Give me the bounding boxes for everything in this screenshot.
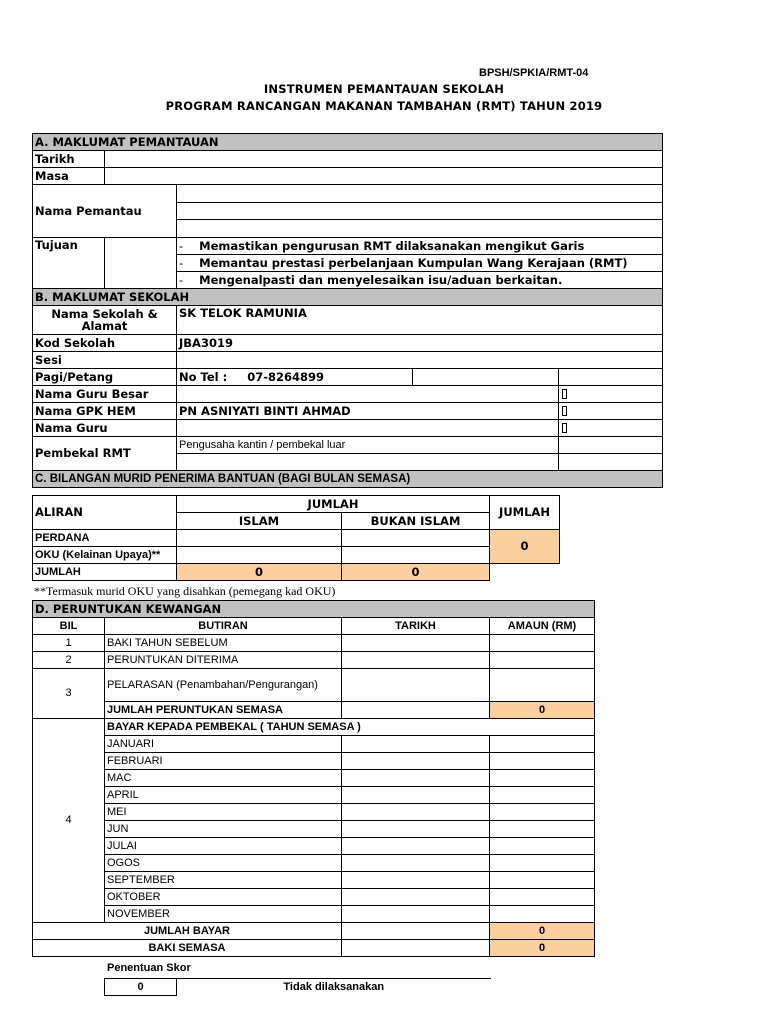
col-butiran: BUTIRAN xyxy=(105,618,342,635)
bukan-islam-head: BUKAN ISLAM xyxy=(342,513,490,530)
students-table xyxy=(32,495,560,581)
jumlah-bayar-value: 0 xyxy=(490,923,595,940)
alamat-label: Alamat xyxy=(81,319,128,333)
row1-tarikh[interactable] xyxy=(342,635,490,652)
form-code: BPSH/SPKIA/RMT-04 xyxy=(479,67,589,79)
oktober-tarikh[interactable] xyxy=(342,889,490,906)
islam-head: ISLAM xyxy=(177,513,342,530)
section-a-heading: A. MAKLUMAT PEMANTAUAN xyxy=(33,134,663,151)
ogos-amaun[interactable] xyxy=(490,855,595,872)
month-november: NOVEMBER xyxy=(105,906,342,923)
perdana-label: PERDANA xyxy=(33,530,177,547)
julai-amaun[interactable] xyxy=(490,838,595,855)
sesi-label: Sesi xyxy=(33,352,177,369)
month-april: APRIL xyxy=(105,787,342,804)
form-title: INSTRUMEN PEMANTAUAN SEKOLAH xyxy=(263,82,505,96)
gpk-label: Nama GPK HEM xyxy=(33,403,177,420)
april-amaun[interactable] xyxy=(490,787,595,804)
month-mac: MAC xyxy=(105,770,342,787)
baki-semasa-value: 0 xyxy=(490,940,595,957)
row2-tarikh[interactable] xyxy=(342,652,490,669)
row3-bil: 3 xyxy=(33,669,105,719)
tujuan-item-1: Memastikan pengurusan RMT dilaksanakan mengikut Garis xyxy=(199,238,585,253)
month-september: SEPTEMBER xyxy=(105,872,342,889)
guru-besar-field[interactable] xyxy=(177,386,559,403)
masa-field[interactable] xyxy=(105,168,663,185)
jumlah-row-label: JUMLAH xyxy=(33,564,177,581)
perdana-bukan[interactable] xyxy=(342,530,490,547)
oku-note: **Termasuk murid OKU yang disahkan (pemegang kad OKU) xyxy=(34,584,336,598)
masa-label: Masa xyxy=(33,168,105,185)
total-islam: 0 xyxy=(177,564,342,581)
skor-table xyxy=(104,978,491,996)
pembekal-extra-2[interactable] xyxy=(559,454,663,471)
tel-extra-1[interactable] xyxy=(413,369,559,386)
checkbox-icon[interactable] xyxy=(562,423,567,433)
row2-bil: 2 xyxy=(33,652,105,669)
jumlah-peruntukan-value: 0 xyxy=(490,702,595,719)
jumlah-bayar-label: JUMLAH BAYAR xyxy=(33,923,342,940)
nama-sekolah-value[interactable]: SK TELOK RAMUNIA xyxy=(177,306,663,335)
perdana-islam[interactable] xyxy=(177,530,342,547)
kod-value[interactable]: JBA3019 xyxy=(177,335,663,352)
mei-tarikh[interactable] xyxy=(342,804,490,821)
tujuan-blank xyxy=(105,238,177,289)
pembekal-value[interactable]: Pengusaha kantin / pembekal luar xyxy=(177,437,559,454)
februari-tarikh[interactable] xyxy=(342,753,490,770)
section-d-heading: D. PERUNTUKAN KEWANGAN xyxy=(33,601,595,618)
gpk-value[interactable]: PN ASNIYATI BINTI AHMAD xyxy=(177,403,559,420)
pemantau-field-1[interactable] xyxy=(177,185,663,203)
form-subtitle: PROGRAM RANCANGAN MAKANAN TAMBAHAN (RMT) TAHUN 2019 xyxy=(165,99,603,113)
month-februari: FEBRUARI xyxy=(105,753,342,770)
dash-2: - xyxy=(179,255,184,270)
februari-amaun[interactable] xyxy=(490,753,595,770)
jun-tarikh[interactable] xyxy=(342,821,490,838)
row2-text: PERUNTUKAN DITERIMA xyxy=(105,652,342,669)
november-amaun[interactable] xyxy=(490,906,595,923)
row3-tarikh[interactable] xyxy=(342,669,490,702)
col-tarikh: TARIKH xyxy=(342,618,490,635)
monitoring-school-table xyxy=(32,133,663,488)
row2-amaun[interactable] xyxy=(490,652,595,669)
checkbox-icon[interactable] xyxy=(562,406,567,416)
month-ogos: OGOS xyxy=(105,855,342,872)
tel-label: No Tel : xyxy=(179,369,228,384)
julai-tarikh[interactable] xyxy=(342,838,490,855)
aliran-label: ALIRAN xyxy=(33,496,177,530)
pemantau-field-3[interactable] xyxy=(177,220,663,238)
skor-value: 0 xyxy=(105,979,177,996)
tarikh-label: Tarikh xyxy=(33,151,105,168)
row3-amaun[interactable] xyxy=(490,669,595,702)
ogos-tarikh[interactable] xyxy=(342,855,490,872)
januari-amaun[interactable] xyxy=(490,736,595,753)
pagi-petang-label: Pagi/Petang xyxy=(33,369,177,386)
nama-pemantau-label: Nama Pemantau xyxy=(33,185,177,238)
sesi-field[interactable] xyxy=(177,352,663,369)
row1-text: BAKI TAHUN SEBELUM xyxy=(105,635,342,652)
september-amaun[interactable] xyxy=(490,872,595,889)
pemantau-field-2[interactable] xyxy=(177,202,663,220)
section-c-heading: C. BILANGAN MURID PENERIMA BANTUAN (BAGI BULAN SEMASA) xyxy=(33,471,663,488)
pembekal-field-2[interactable] xyxy=(177,454,559,471)
section-b-heading: B. MAKLUMAT SEKOLAH xyxy=(33,289,663,306)
baki-semasa-label: BAKI SEMASA xyxy=(33,940,342,957)
skor-heading: Penentuan Skor xyxy=(107,962,191,974)
tujuan-label: Tujuan xyxy=(33,238,105,289)
total-bukan: 0 xyxy=(342,564,490,581)
month-januari: JANUARI xyxy=(105,736,342,753)
januari-tarikh[interactable] xyxy=(342,736,490,753)
checkbox-icon[interactable] xyxy=(562,389,567,399)
tarikh-field[interactable] xyxy=(105,151,663,168)
guru-besar-label: Nama Guru Besar xyxy=(33,386,177,403)
month-jun: JUN xyxy=(105,821,342,838)
guru-field[interactable] xyxy=(177,420,559,437)
bayar-heading: BAYAR KEPADA PEMBEKAL ( TAHUN SEMASA ) xyxy=(105,719,595,736)
oku-label: OKU (Kelainan Upaya)** xyxy=(33,547,177,564)
oku-bukan[interactable] xyxy=(342,547,490,564)
month-julai: JULAI xyxy=(105,838,342,855)
tel-value[interactable]: 07-8264899 xyxy=(247,369,325,384)
skor-desc: Tidak dilaksanakan xyxy=(177,979,491,996)
month-mei: MEI xyxy=(105,804,342,821)
oktober-amaun[interactable] xyxy=(490,889,595,906)
row1-amaun[interactable] xyxy=(490,635,595,652)
mac-tarikh[interactable] xyxy=(342,770,490,787)
col-bil: BIL xyxy=(33,618,105,635)
tujuan-item-3: Mengenalpasti dan menyelesaikan isu/aduan berkaitan. xyxy=(199,272,563,287)
row4-bil: 4 xyxy=(33,719,105,923)
jumlah-group-head: JUMLAH xyxy=(177,496,490,513)
row3-text: PELARASAN (Penambahan/Pengurangan) xyxy=(105,669,342,702)
dash-3: - xyxy=(179,272,184,287)
guru-label: Nama Guru xyxy=(33,420,177,437)
dash-1: - xyxy=(179,238,184,253)
tujuan-item-2: Memantau prestasi perbelanjaan Kumpulan Wang Kerajaan (RMT) xyxy=(199,255,628,270)
row1-bil: 1 xyxy=(33,635,105,652)
month-oktober: OKTOBER xyxy=(105,889,342,906)
mei-amaun[interactable] xyxy=(490,804,595,821)
total-students: 0 xyxy=(490,530,560,564)
mac-amaun[interactable] xyxy=(490,770,595,787)
jumlah-col-head: JUMLAH xyxy=(490,496,560,530)
pembekal-extra[interactable] xyxy=(559,437,663,454)
col-amaun: AMAUN (RM) xyxy=(490,618,595,635)
jun-amaun[interactable] xyxy=(490,821,595,838)
november-tarikh[interactable] xyxy=(342,906,490,923)
oku-islam[interactable] xyxy=(177,547,342,564)
kod-label: Kod Sekolah xyxy=(33,335,177,352)
finance-table xyxy=(32,600,595,957)
april-tarikh[interactable] xyxy=(342,787,490,804)
tel-extra-2[interactable] xyxy=(559,369,663,386)
pembekal-label: Pembekal RMT xyxy=(33,437,177,471)
jumlah-peruntukan-label: JUMLAH PERUNTUKAN SEMASA xyxy=(105,702,342,719)
september-tarikh[interactable] xyxy=(342,872,490,889)
nama-sekolah-label: Nama Sekolah & xyxy=(51,307,158,321)
